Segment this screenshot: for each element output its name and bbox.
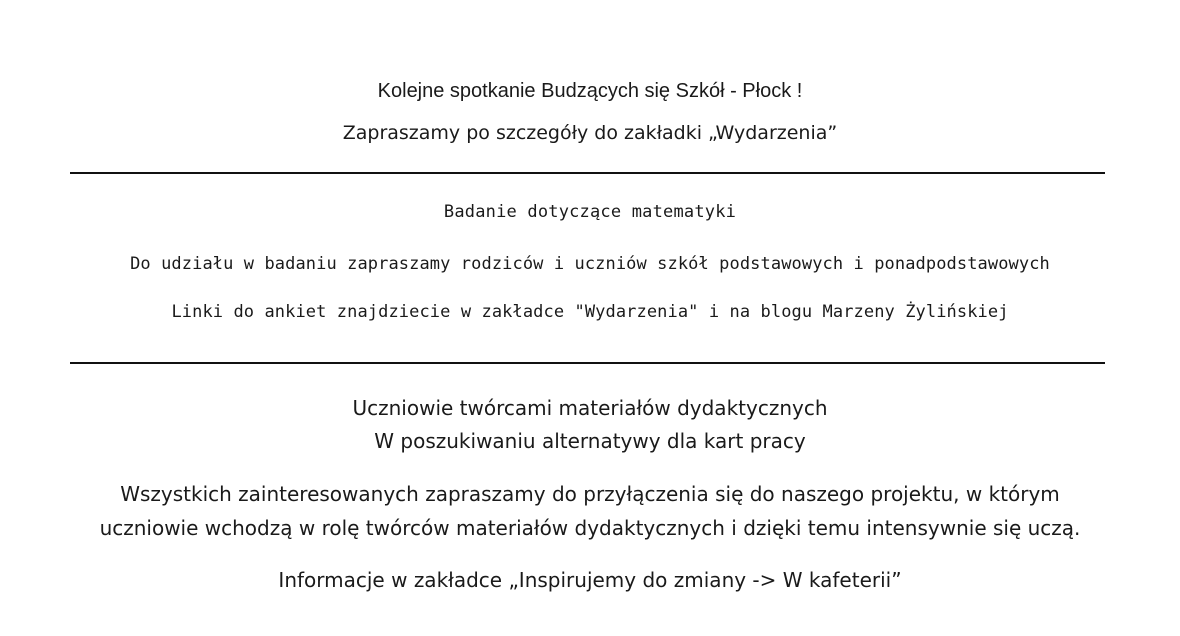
project-description-line: Wszystkich zainteresowanych zapraszamy do przyłączenia się do naszego projektu, w którym [120, 482, 1060, 506]
section-divider [70, 362, 1105, 364]
project-title: Uczniowie twórcami materiałów dydaktycznych [352, 396, 828, 420]
project-subtitle: W poszukiwaniu alternatywy dla kart pracy [374, 429, 806, 453]
project-description-line: uczniowie wchodzą w rolę twórców materiałów dydaktycznych i dzięki temu intensywnie się uczą. [99, 516, 1081, 540]
meeting-announcement-text: Zapraszamy po szczegóły do zakładki „Wydarzenia” [342, 122, 838, 144]
project-info: Informacje w zakładce „Inspirujemy do zmiany -> W kafeterii” [278, 568, 902, 592]
math-survey-title: Badanie dotyczące matematyki [443, 202, 737, 222]
math-survey-links: Linki do ankiet znajdziecie w zakładce "Wydarzenia" i na blogu Marzeny Żylińskiej [171, 302, 1009, 322]
math-survey-invitation: Do udziału w badaniu zapraszamy rodziców i uczniów szkół podstawowych i ponadpodstawowych [130, 254, 1050, 274]
section-divider [70, 172, 1105, 174]
meeting-announcement-title: Kolejne spotkanie Budzących się Szkół - Płock ! [377, 80, 803, 102]
